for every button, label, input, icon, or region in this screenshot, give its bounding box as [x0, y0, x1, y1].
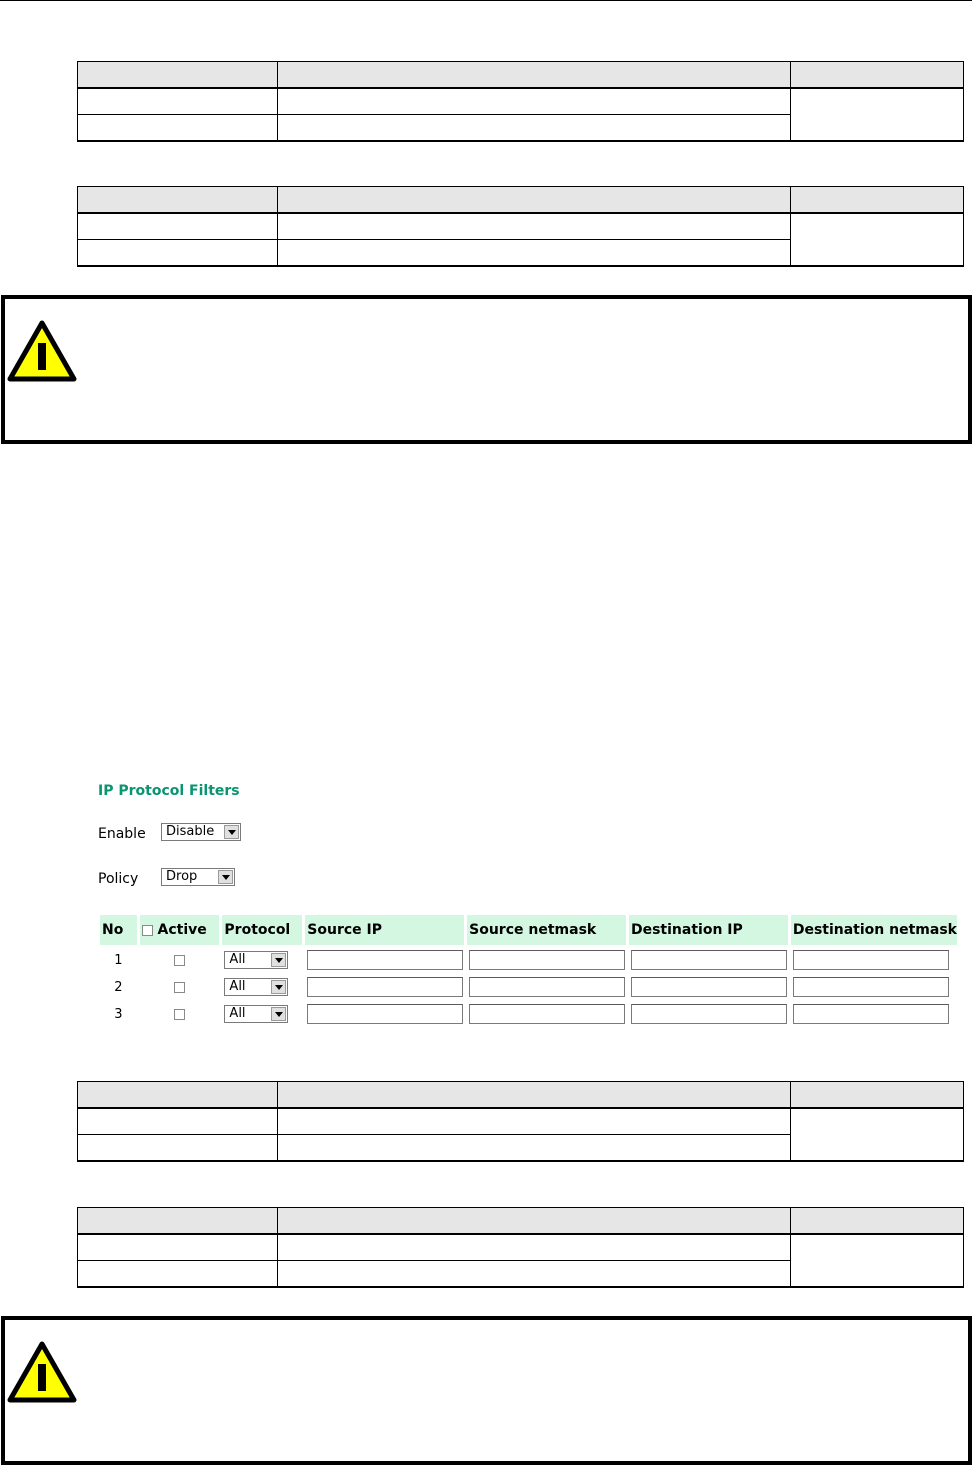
header-cell	[278, 187, 791, 214]
table-cell	[78, 240, 278, 267]
table-header-row	[78, 187, 964, 214]
table-cell	[278, 1108, 791, 1135]
table-cell	[278, 1261, 791, 1288]
chevron-down-icon	[224, 825, 239, 839]
destination-ip-cell	[629, 975, 788, 999]
row-number: 2	[114, 979, 123, 995]
source-ip-cell	[305, 975, 464, 999]
warning-box	[1, 1316, 972, 1465]
chevron-down-icon	[271, 980, 286, 994]
header-cell	[78, 1082, 278, 1109]
source-netmask-cell	[467, 1002, 626, 1026]
page-title: IP Protocol Filters	[98, 783, 240, 799]
header-cell	[278, 62, 791, 89]
ip-protocol-filters-panel	[98, 780, 960, 1040]
column-header-active	[140, 915, 220, 945]
active-cell	[140, 975, 220, 999]
source-netmask-input[interactable]	[469, 977, 625, 997]
table-cell-default	[791, 88, 964, 141]
header-cell	[791, 187, 964, 214]
source-netmask-cell	[467, 948, 626, 972]
chevron-down-icon	[218, 870, 233, 884]
table-cell	[78, 1108, 278, 1135]
source-netmask-cell	[467, 975, 626, 999]
source-ip-input[interactable]	[307, 1004, 463, 1024]
policy-select-value: Drop	[166, 869, 198, 884]
chevron-down-icon	[271, 953, 286, 967]
protocol-select-value: All	[229, 979, 246, 994]
table-row	[78, 213, 964, 240]
table-cell	[78, 115, 278, 142]
source-ip-input[interactable]	[307, 977, 463, 997]
destination-netmask-cell	[791, 948, 957, 972]
table-row	[78, 1108, 964, 1135]
row-number: 3	[114, 1006, 123, 1022]
header-cell	[278, 1208, 791, 1235]
table-cell	[78, 213, 278, 240]
column-header-no: No	[100, 915, 137, 945]
table-cell	[78, 88, 278, 115]
header-cell	[791, 62, 964, 89]
parameter-table-2	[77, 186, 964, 267]
table-cell	[278, 1234, 791, 1261]
column-header-destination-netmask: Destination netmask	[791, 915, 957, 945]
table-row	[100, 975, 957, 999]
source-ip-cell	[305, 948, 464, 972]
chevron-down-icon	[271, 1007, 286, 1021]
parameter-table-1	[77, 61, 964, 142]
table-cell	[278, 88, 791, 115]
parameter-table-3	[77, 1081, 964, 1162]
active-cell	[140, 948, 220, 972]
select-all-checkbox[interactable]	[142, 925, 153, 936]
destination-netmask-cell	[791, 975, 957, 999]
destination-netmask-input[interactable]	[793, 977, 949, 997]
column-header-source-ip: Source IP	[305, 915, 464, 945]
table-header-row	[78, 1208, 964, 1235]
warning-box	[1, 295, 972, 444]
column-header-protocol: Protocol	[222, 915, 302, 945]
header-cell	[78, 187, 278, 214]
protocol-cell	[222, 975, 302, 999]
destination-netmask-input[interactable]	[793, 950, 949, 970]
table-row	[78, 1234, 964, 1261]
protocol-select[interactable]	[224, 1005, 288, 1023]
table-cell-default	[791, 1234, 964, 1287]
page-header-rule	[0, 0, 972, 1]
destination-ip-cell	[629, 948, 788, 972]
policy-label: Policy	[98, 871, 139, 887]
destination-ip-input[interactable]	[631, 977, 787, 997]
active-checkbox[interactable]	[174, 1009, 185, 1020]
table-cell	[278, 213, 791, 240]
source-netmask-input[interactable]	[469, 1004, 625, 1024]
policy-select[interactable]	[161, 868, 235, 886]
source-netmask-input[interactable]	[469, 950, 625, 970]
table-header-row	[100, 915, 957, 945]
table-cell-default	[791, 213, 964, 266]
column-header-source-netmask: Source netmask	[467, 915, 626, 945]
parameter-table-4	[77, 1207, 964, 1288]
active-checkbox[interactable]	[174, 982, 185, 993]
table-cell-default	[791, 1108, 964, 1161]
protocol-cell	[222, 948, 302, 972]
column-header-active-label: Active	[157, 922, 207, 938]
header-cell	[78, 62, 278, 89]
header-cell	[278, 1082, 791, 1109]
table-row	[100, 948, 957, 972]
protocol-select-value: All	[229, 952, 246, 967]
table-header-row	[78, 62, 964, 89]
header-cell	[78, 1208, 278, 1235]
table-cell	[278, 115, 791, 142]
protocol-select-value: All	[229, 1006, 246, 1021]
table-cell	[78, 1234, 278, 1261]
row-number: 1	[114, 952, 123, 968]
source-ip-input[interactable]	[307, 950, 463, 970]
header-cell	[791, 1082, 964, 1109]
header-cell	[791, 1208, 964, 1235]
protocol-select[interactable]	[224, 951, 288, 969]
enable-select-value: Disable	[166, 824, 215, 839]
warning-triangle-icon	[7, 1340, 77, 1404]
destination-ip-cell	[629, 1002, 788, 1026]
destination-ip-input[interactable]	[631, 1004, 787, 1024]
enable-label: Enable	[98, 826, 146, 842]
table-cell	[278, 1135, 791, 1162]
table-cell	[78, 1135, 278, 1162]
warning-triangle-icon	[7, 319, 77, 383]
column-header-destination-ip: Destination IP	[629, 915, 788, 945]
active-cell	[140, 1002, 220, 1026]
source-ip-cell	[305, 1002, 464, 1026]
table-header-row	[78, 1082, 964, 1109]
table-row	[78, 88, 964, 115]
destination-netmask-input[interactable]	[793, 1004, 949, 1024]
active-checkbox[interactable]	[174, 955, 185, 966]
protocol-cell	[222, 1002, 302, 1026]
table-row	[100, 1002, 957, 1026]
protocol-select[interactable]	[224, 978, 288, 996]
filter-rules-table	[97, 912, 960, 1029]
destination-netmask-cell	[791, 1002, 957, 1026]
destination-ip-input[interactable]	[631, 950, 787, 970]
table-cell	[78, 1261, 278, 1288]
table-cell	[278, 240, 791, 267]
enable-select[interactable]	[161, 823, 241, 841]
